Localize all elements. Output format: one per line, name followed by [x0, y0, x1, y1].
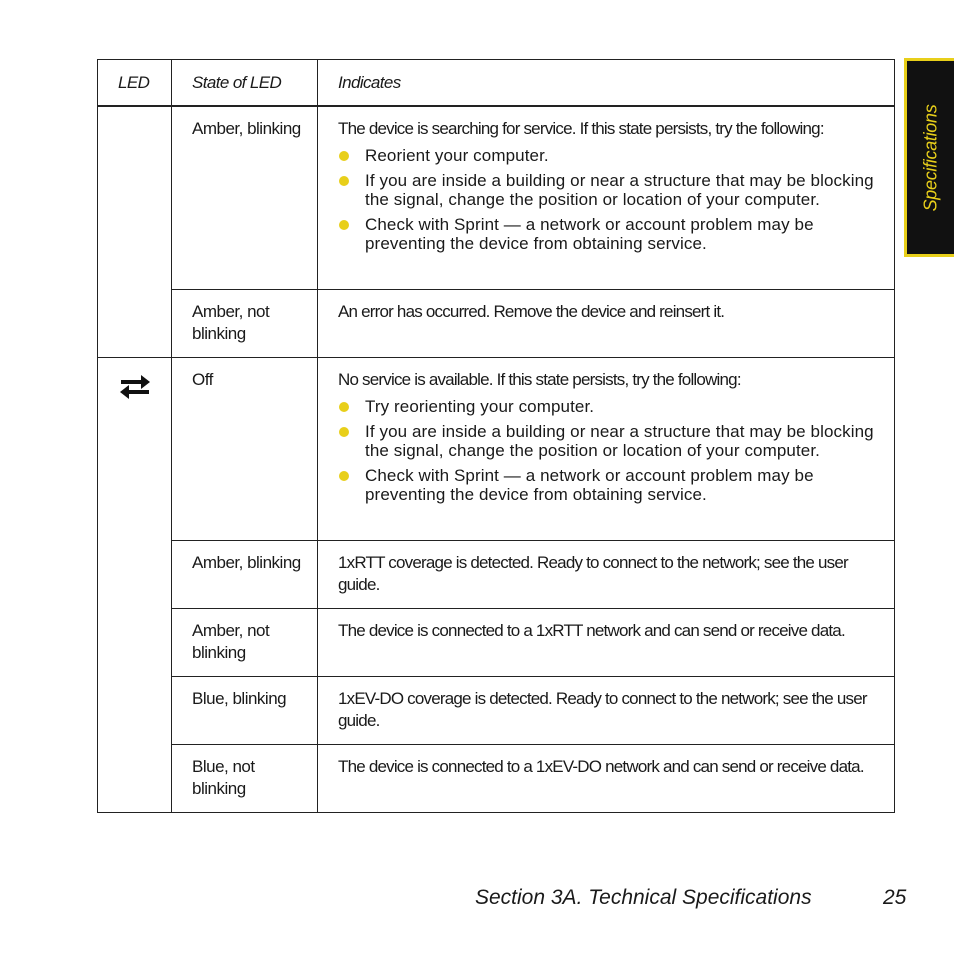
led-cell-empty	[98, 106, 172, 357]
indicates-cell	[318, 744, 895, 812]
state-cell: Off	[172, 357, 318, 540]
header-state-of-led: State of LED	[172, 60, 318, 107]
table-header-row	[98, 60, 895, 107]
bullet-dot-icon	[339, 176, 349, 186]
bullet-text: Try reorienting your computer.	[365, 396, 595, 416]
table-row	[98, 357, 895, 540]
table-row	[98, 676, 895, 744]
list-item	[338, 146, 886, 165]
bullet-dot-icon	[339, 427, 349, 437]
bullet-text: Reorient your computer.	[365, 146, 549, 165]
state-cell: Blue, blinking	[172, 676, 318, 744]
side-tab-label: Specifications	[920, 104, 940, 211]
bullet-text: Check with Sprint — a network or account problem may be preventing the device from obtaining service.	[365, 215, 814, 253]
footer-page-number: 25	[883, 886, 907, 909]
indicates-text: No service is available. If this state persists, try the following:	[338, 369, 741, 389]
table-row	[98, 289, 895, 357]
indicates-cell	[318, 608, 895, 676]
header-led: LED	[98, 60, 172, 107]
indicates-cell	[318, 676, 895, 744]
list-item	[338, 397, 886, 416]
state-cell: Blue, not blinking	[172, 744, 318, 812]
header-indicates: Indicates	[318, 60, 895, 107]
bullet-list	[338, 146, 886, 253]
list-item	[338, 422, 886, 460]
table-row	[98, 540, 895, 608]
state-cell: Amber, blinking	[172, 540, 318, 608]
indicates-cell	[318, 357, 895, 540]
section-side-tab	[904, 58, 954, 257]
bullet-text: If you are inside a building or near a structure that may be blocking the signal, change the position or location of your computer.	[365, 421, 874, 460]
table-row	[98, 744, 895, 812]
indicates-cell	[318, 106, 895, 289]
table-row	[98, 106, 895, 289]
state-cell: Amber, not blinking	[172, 289, 318, 357]
indicates-text: An error has occurred. Remove the device and reinsert it.	[338, 301, 725, 321]
bidirectional-arrows-icon	[119, 373, 151, 401]
state-cell: Amber, blinking	[172, 106, 318, 289]
led-status-table	[97, 59, 895, 813]
indicates-cell	[318, 540, 895, 608]
indicates-cell	[318, 289, 895, 357]
bullet-list	[338, 397, 886, 504]
indicates-text: 1xRTT coverage is detected. Ready to connect to the network; see the user guide.	[338, 552, 848, 594]
indicates-text: The device is connected to a 1xRTT network and can send or receive data.	[338, 620, 845, 640]
bullet-dot-icon	[339, 220, 349, 230]
footer-section-title: Section 3A. Technical Specifications	[475, 886, 812, 909]
list-item	[338, 171, 886, 209]
state-cell: Amber, not blinking	[172, 608, 318, 676]
table-row	[98, 608, 895, 676]
indicates-text: 1xEV-DO coverage is detected. Ready to connect to the network; see the user guide.	[338, 688, 867, 730]
bullet-text: If you are inside a building or near a structure that may be blocking the signal, change the position or location of your computer.	[365, 171, 874, 209]
indicates-text: The device is connected to a 1xEV-DO network and can send or receive data.	[338, 756, 864, 776]
bullet-dot-icon	[339, 402, 349, 412]
list-item	[338, 215, 886, 253]
list-item	[338, 466, 886, 504]
bullet-dot-icon	[339, 151, 349, 161]
bullet-text: Check with Sprint — a network or account problem may be preventing the device from obtaining service.	[365, 465, 814, 504]
led-cell-network	[98, 357, 172, 812]
indicates-text: The device is searching for service. If this state persists, try the following:	[338, 119, 824, 138]
bullet-dot-icon	[339, 471, 349, 481]
